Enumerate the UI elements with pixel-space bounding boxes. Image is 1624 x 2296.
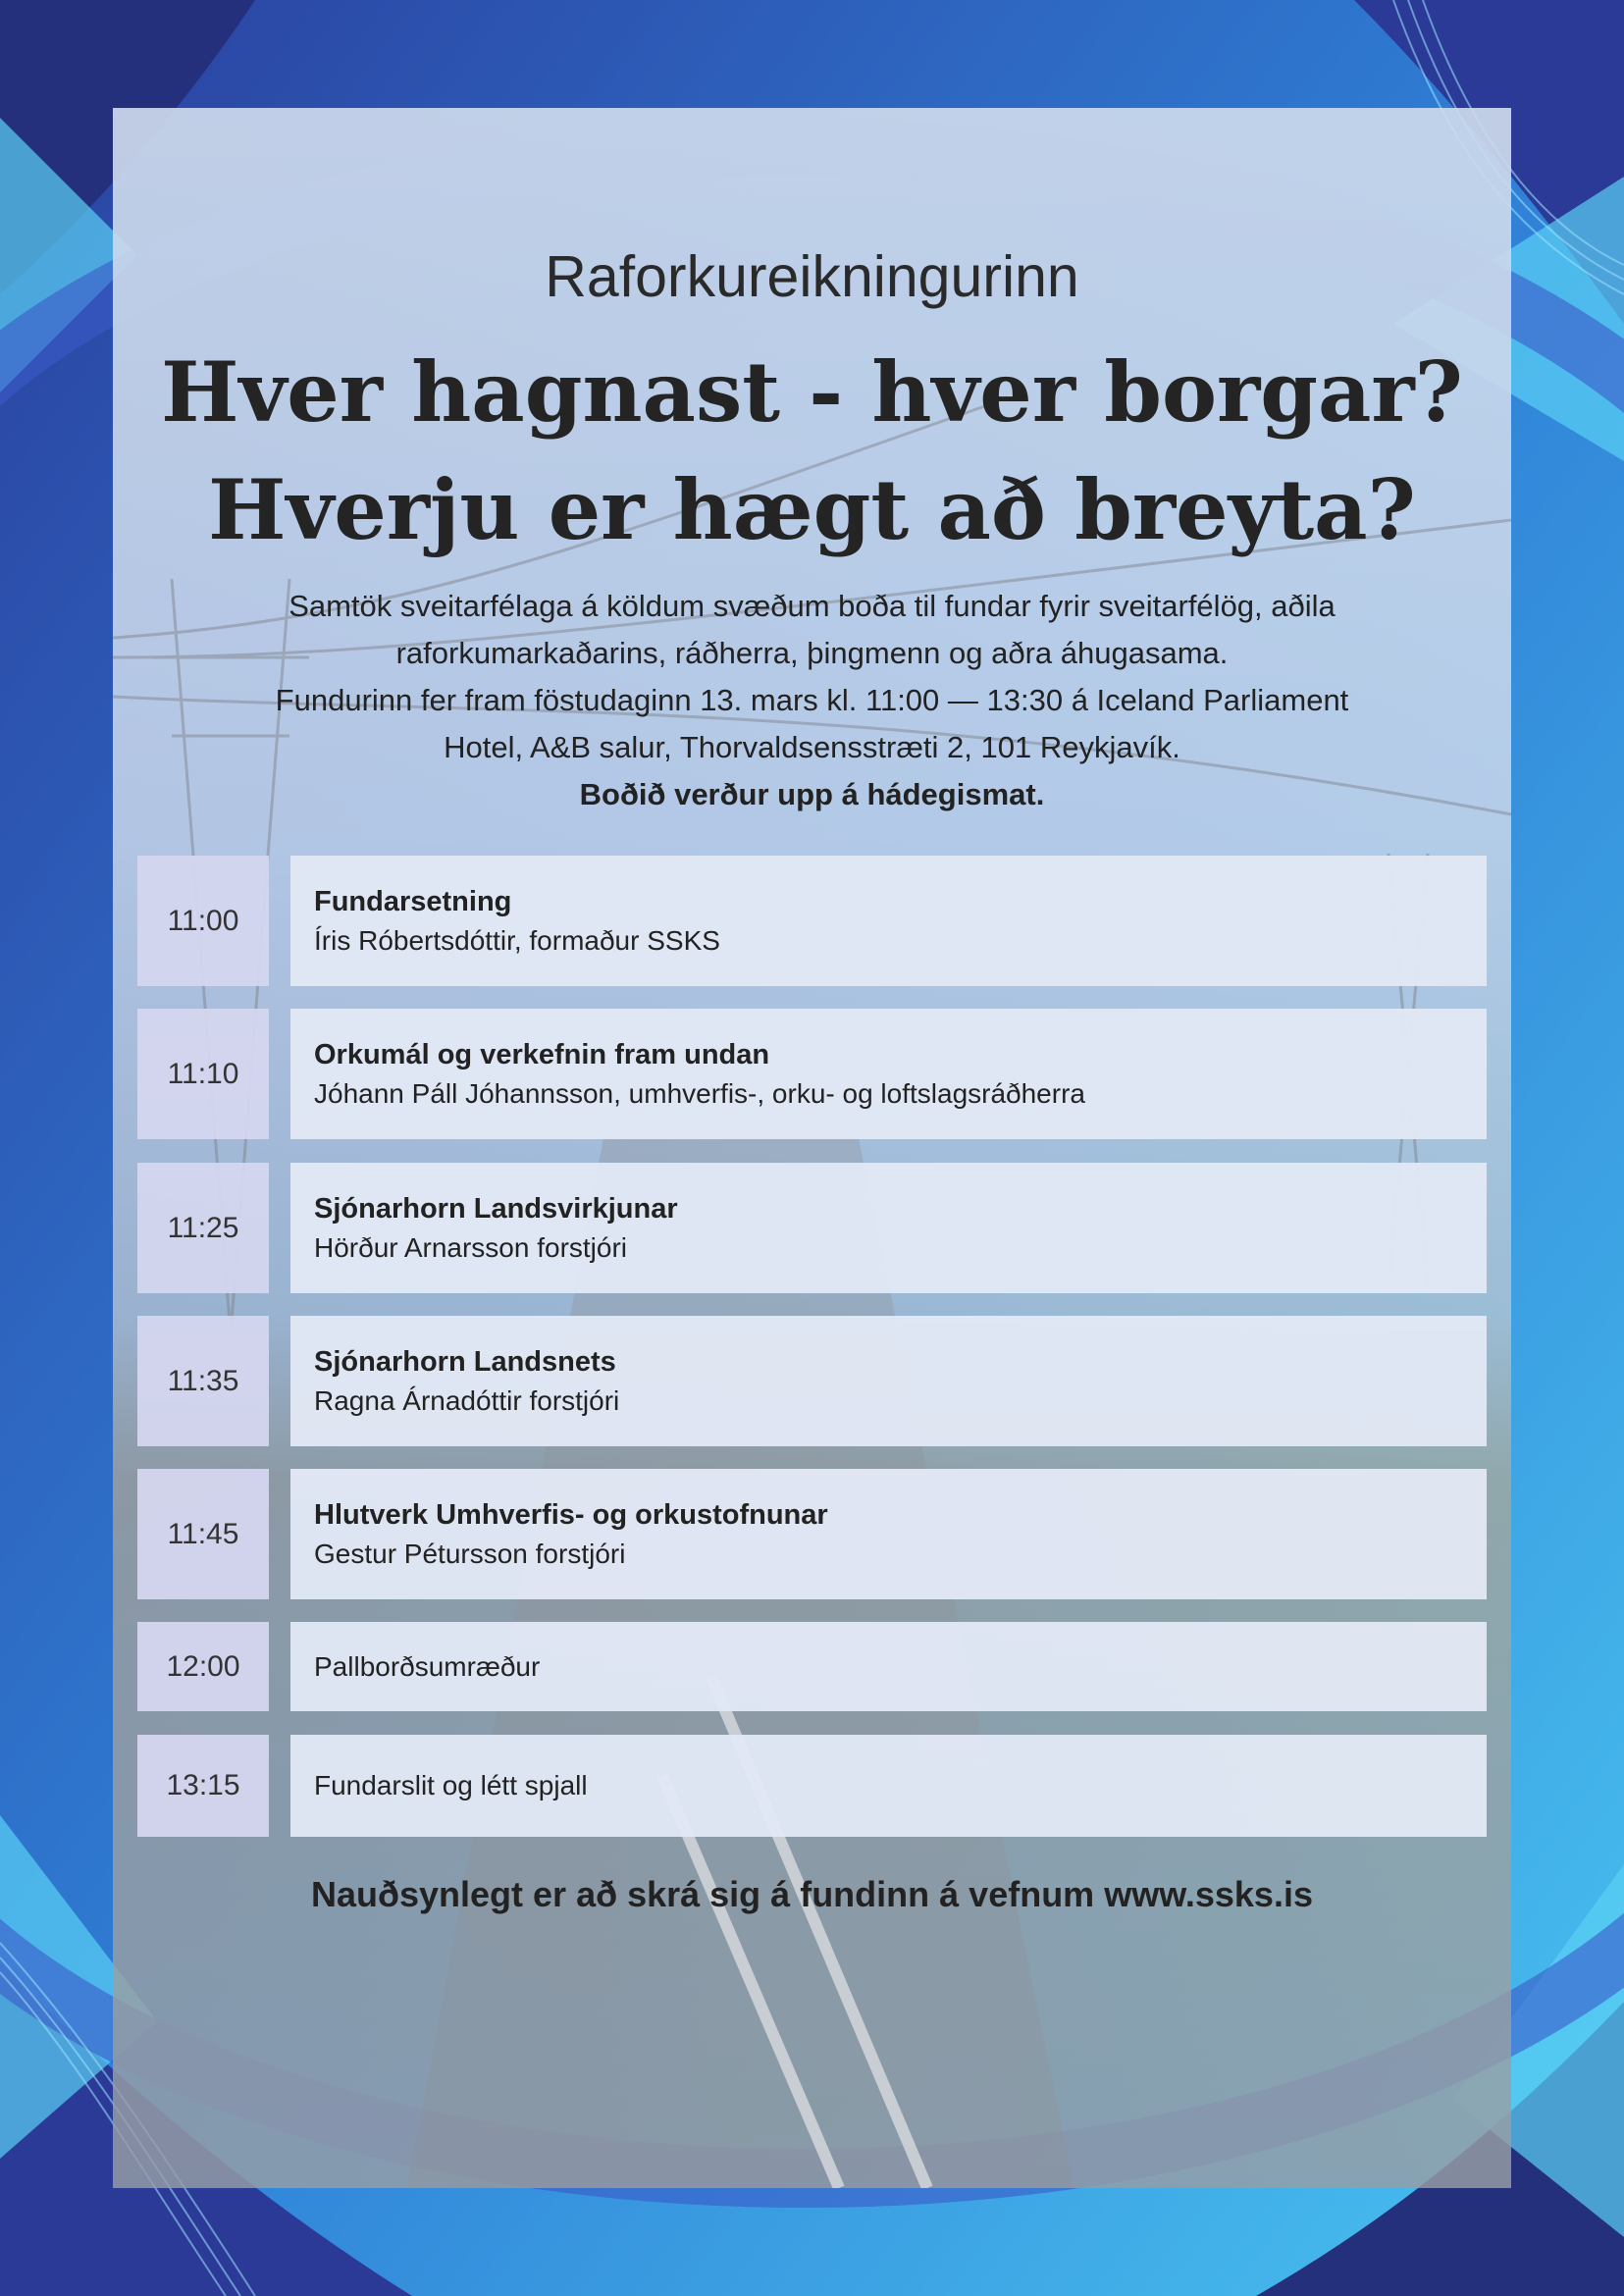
agenda-row [137, 1009, 1487, 1139]
agenda-item [290, 1735, 1487, 1837]
agenda-speaker: Gestur Pétursson forstjóri [314, 1538, 626, 1569]
event-subtitle: Raforkureikningurinn [545, 244, 1079, 309]
agenda-row [137, 1622, 1487, 1711]
agenda-speaker: Fundarslit og létt spjall [314, 1770, 588, 1800]
agenda-time: 11:10 [137, 1009, 269, 1139]
agenda-row [137, 856, 1487, 986]
agenda-row [137, 1469, 1487, 1599]
agenda-item [290, 1469, 1487, 1599]
agenda-item [290, 1009, 1487, 1139]
agenda-row [137, 1735, 1487, 1837]
intro-line-3: Fundurinn fer fram föstudaginn 13. mars kl. 11:00 — 13:30 á Iceland Parliament [275, 683, 1349, 717]
headline-line-1: Hver hagnast - hver borgar? [161, 343, 1463, 441]
agenda-time: 11:35 [137, 1316, 269, 1446]
agenda-title: Hlutverk Umhverfis- og orkustofnunar [314, 1498, 828, 1531]
agenda-speaker: Hörður Arnarsson forstjóri [314, 1231, 628, 1263]
agenda-time: 12:00 [137, 1622, 269, 1711]
agenda-time: 11:25 [137, 1163, 269, 1293]
agenda-row [137, 1316, 1487, 1446]
agenda-item [290, 1316, 1487, 1446]
agenda-title: Orkumál og verkefnin fram undan [314, 1038, 770, 1070]
agenda-speaker: Íris Róbertsdóttir, formaður SSKS [314, 924, 720, 956]
agenda-title: Sjónarhorn Landsvirkjunar [314, 1192, 678, 1225]
agenda-item [290, 1622, 1487, 1711]
agenda-row [137, 1163, 1487, 1293]
agenda-speaker: Jóhann Páll Jóhannsson, umhverfis-, orku- og loftslagsráðherra [314, 1077, 1085, 1109]
agenda-title: Fundarsetning [314, 885, 512, 917]
agenda-speaker: Pallborðsumræður [314, 1650, 541, 1682]
event-description [206, 583, 1418, 818]
agenda-title: Sjónarhorn Landsnets [314, 1345, 616, 1378]
agenda-speaker: Ragna Árnadóttir forstjóri [314, 1384, 620, 1416]
agenda-item [290, 856, 1487, 986]
intro-line-1: Samtök sveitarfélaga á köldum svæðum boða til fundar fyrir sveitarfélög, aðila [288, 589, 1336, 623]
lunch-note: Boðið verður upp á hádegismat. [579, 777, 1045, 811]
intro-line-4: Hotel, A&B salur, Thorvaldsensstræti 2, 101 Reykjavík. [444, 730, 1180, 764]
agenda-item [290, 1163, 1487, 1293]
headline-line-2: Hverju er hægt að breyta? [208, 461, 1416, 558]
agenda-time: 11:45 [137, 1469, 269, 1599]
intro-line-2: raforkumarkaðarins, ráðherra, þingmenn og aðra áhugasama. [395, 636, 1229, 670]
agenda-time: 13:15 [137, 1735, 269, 1837]
registration-note: Nauðsynlegt er að skrá sig á fundinn á vefnum www.ssks.is [311, 1874, 1313, 1914]
agenda-time: 11:00 [137, 856, 269, 986]
